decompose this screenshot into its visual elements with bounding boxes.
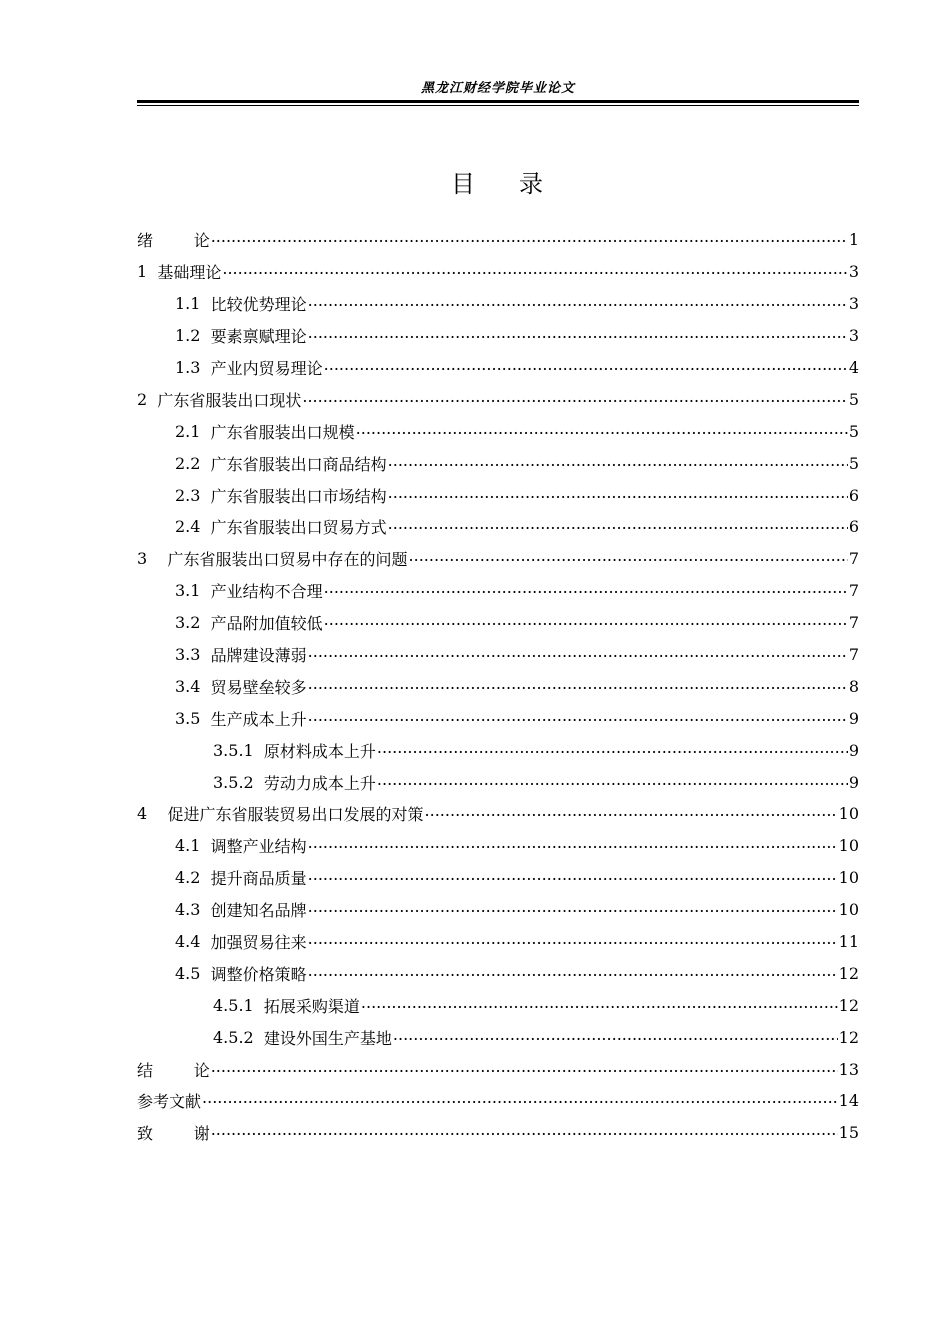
toc-entry-label: 基础理论 xyxy=(157,263,222,283)
toc-entry[interactable] xyxy=(137,766,859,798)
toc-entry-label: 参考文献 xyxy=(137,1092,202,1112)
toc-entry-page-number: 6 xyxy=(848,485,859,505)
toc-entry[interactable] xyxy=(137,320,859,352)
toc-dot-leader xyxy=(324,578,848,597)
toc-entry-page-number: 7 xyxy=(848,581,859,601)
toc-entry-label: 加强贸易往来 xyxy=(210,933,307,953)
toc-dot-leader xyxy=(308,929,838,948)
toc-entry-page-number: 15 xyxy=(838,1123,859,1143)
toc-entry-label: 广东省服装出口规模 xyxy=(210,422,355,442)
toc-dot-leader xyxy=(388,483,848,502)
toc-dot-leader xyxy=(222,259,847,278)
toc-entry[interactable] xyxy=(137,639,859,671)
toc-entry-page-number: 12 xyxy=(838,995,859,1015)
toc-entry-label: 提升商品质量 xyxy=(210,869,307,889)
toc-entry-number: 4.5.2 xyxy=(213,1027,264,1047)
toc-entry-page-number: 10 xyxy=(838,900,859,920)
toc-dot-leader xyxy=(308,674,848,693)
toc-entry-label: 广东省服装出口商品结构 xyxy=(210,454,387,474)
toc-entry-page-number: 7 xyxy=(848,645,859,665)
toc-entry-number: 2 xyxy=(137,389,158,409)
toc-entry[interactable] xyxy=(137,511,859,543)
page-title xyxy=(137,166,859,202)
toc-entry-label: 调整价格策略 xyxy=(210,964,307,984)
toc-entry[interactable] xyxy=(137,702,859,734)
toc-dot-leader xyxy=(308,706,848,725)
toc-entry-page-number: 12 xyxy=(838,963,859,983)
toc-entry-number: 3.1 xyxy=(175,581,211,601)
table-of-contents xyxy=(137,224,859,1149)
toc-dot-leader xyxy=(361,993,838,1012)
toc-entry-number: 1.1 xyxy=(175,294,211,314)
toc-entry[interactable] xyxy=(137,383,859,415)
toc-dot-leader xyxy=(308,642,848,661)
header-rule-thick xyxy=(137,100,859,103)
toc-entry-label: 要素禀赋理论 xyxy=(210,327,307,347)
toc-entry[interactable] xyxy=(137,894,859,926)
toc-entry-number: 3.2 xyxy=(175,613,211,633)
toc-entry[interactable] xyxy=(137,798,859,830)
toc-entry[interactable] xyxy=(137,1053,859,1085)
toc-entry-number: 4.4 xyxy=(175,932,211,952)
toc-entry[interactable] xyxy=(137,479,859,511)
toc-entry-number: 4.5 xyxy=(175,963,211,983)
header-rule-thin xyxy=(137,105,859,106)
toc-entry-label: 产品附加值较低 xyxy=(210,614,323,634)
toc-entry-page-number: 5 xyxy=(848,389,859,409)
toc-entry-number: 4 xyxy=(137,804,168,824)
toc-entry-number: 4.2 xyxy=(175,868,211,888)
toc-entry-number: 1 xyxy=(137,262,158,282)
toc-entry-label: 生产成本上升 xyxy=(210,709,307,729)
toc-entry-label: 拓展采购渠道 xyxy=(263,996,360,1016)
toc-entry[interactable] xyxy=(137,288,859,320)
toc-entry-label: 绪 论 xyxy=(137,231,210,251)
toc-entry-label: 致 谢 xyxy=(137,1124,210,1144)
toc-entry-page-number: 7 xyxy=(848,613,859,633)
toc-entry-number: 3.3 xyxy=(175,645,211,665)
toc-dot-leader xyxy=(308,291,848,310)
toc-dot-leader xyxy=(202,1088,838,1107)
toc-dot-leader xyxy=(308,865,838,884)
toc-dot-leader xyxy=(211,1057,838,1076)
toc-entry[interactable] xyxy=(137,862,859,894)
toc-entry[interactable] xyxy=(137,830,859,862)
toc-entry-number: 3.5.2 xyxy=(213,772,264,792)
toc-entry[interactable] xyxy=(137,352,859,384)
toc-dot-leader xyxy=(388,451,848,470)
toc-entry-page-number: 5 xyxy=(848,453,859,473)
toc-entry-label: 贸易壁垒较多 xyxy=(210,677,307,697)
toc-entry-label: 广东省服装出口市场结构 xyxy=(210,486,387,506)
toc-entry-page-number: 9 xyxy=(848,772,859,792)
toc-entry-page-number: 10 xyxy=(838,804,859,824)
toc-entry[interactable] xyxy=(137,1085,859,1117)
toc-entry-page-number: 13 xyxy=(838,1059,859,1079)
toc-dot-leader xyxy=(377,770,848,789)
toc-entry[interactable] xyxy=(137,734,859,766)
toc-entry-page-number: 8 xyxy=(848,676,859,696)
toc-entry-page-number: 12 xyxy=(838,1027,859,1047)
toc-entry[interactable] xyxy=(137,607,859,639)
toc-dot-leader xyxy=(388,514,848,533)
toc-entry-label: 产业内贸易理论 xyxy=(210,359,323,378)
toc-entry-page-number: 3 xyxy=(848,326,859,346)
toc-dot-leader xyxy=(211,1120,838,1139)
toc-entry-page-number: 1 xyxy=(848,230,859,250)
toc-entry-number: 3 xyxy=(137,549,168,569)
toc-dot-leader xyxy=(324,355,848,374)
toc-entry[interactable] xyxy=(137,415,859,447)
toc-entry-number: 4.3 xyxy=(175,900,211,920)
page-title-left: 目 xyxy=(451,170,477,198)
toc-entry-page-number: 6 xyxy=(848,517,859,537)
toc-entry-page-number: 9 xyxy=(848,708,859,728)
toc-entry[interactable] xyxy=(137,256,859,288)
toc-dot-leader xyxy=(425,801,838,820)
toc-entry-label: 产业结构不合理 xyxy=(210,582,323,602)
toc-entry-number: 3.4 xyxy=(175,676,211,696)
toc-entry-label: 广东省服装出口现状 xyxy=(157,390,302,410)
toc-entry-number: 1.2 xyxy=(175,326,211,346)
toc-dot-leader xyxy=(308,897,838,916)
toc-dot-leader xyxy=(324,610,848,629)
toc-entry[interactable] xyxy=(137,543,859,575)
toc-dot-leader xyxy=(409,546,848,565)
running-header: 黑龙江财经学院毕业论文 xyxy=(420,81,575,96)
toc-entry-number: 4.5.1 xyxy=(213,995,264,1015)
toc-entry-label: 结 论 xyxy=(137,1060,210,1080)
toc-entry[interactable] xyxy=(137,957,859,989)
toc-entry-page-number: 10 xyxy=(838,868,859,888)
toc-dot-leader xyxy=(393,1025,838,1044)
toc-entry-label: 调整产业结构 xyxy=(210,837,307,857)
toc-entry-label: 原材料成本上升 xyxy=(263,741,376,761)
toc-entry-page-number: 11 xyxy=(838,932,859,952)
toc-entry-label: 品牌建设薄弱 xyxy=(210,646,307,666)
toc-dot-leader xyxy=(211,227,848,246)
toc-entry[interactable] xyxy=(137,1117,859,1149)
toc-dot-leader xyxy=(308,323,848,342)
toc-entry-label: 劳动力成本上升 xyxy=(263,773,376,793)
toc-entry-number: 4.1 xyxy=(175,836,211,856)
toc-entry[interactable] xyxy=(137,447,859,479)
toc-dot-leader xyxy=(308,833,838,852)
toc-entry-page-number: 3 xyxy=(848,262,859,282)
toc-entry-page-number: 3 xyxy=(848,294,859,314)
toc-entry[interactable] xyxy=(137,224,859,256)
toc-entry-label: 建设外国生产基地 xyxy=(263,1028,392,1048)
toc-entry-number: 2.3 xyxy=(175,485,211,505)
toc-entry-label: 广东省服装出口贸易中存在的问题 xyxy=(167,550,408,570)
toc-dot-leader xyxy=(302,387,847,406)
toc-entry-number: 1.3 xyxy=(175,358,211,377)
toc-entry[interactable] xyxy=(137,926,859,958)
toc-entry-label: 比较优势理论 xyxy=(210,295,307,315)
toc-entry-number: 3.5 xyxy=(175,708,211,728)
toc-entry-number: 2.4 xyxy=(175,517,211,537)
toc-entry-label: 广东省服装出口贸易方式 xyxy=(210,518,387,538)
toc-entry[interactable] xyxy=(137,989,859,1021)
toc-entry-page-number: 10 xyxy=(838,836,859,856)
page-title-right: 录 xyxy=(519,170,545,198)
toc-entry-page-number: 4 xyxy=(848,358,859,377)
toc-entry-page-number: 5 xyxy=(848,421,859,441)
toc-dot-leader xyxy=(308,961,838,980)
toc-entry[interactable] xyxy=(137,670,859,702)
toc-entry[interactable] xyxy=(137,575,859,607)
toc-entry-number: 3.5.1 xyxy=(213,740,264,760)
toc-entry-number: 2.1 xyxy=(175,421,211,441)
toc-entry-label: 创建知名品牌 xyxy=(210,901,307,921)
toc-entry-number: 2.2 xyxy=(175,453,211,473)
toc-dot-leader xyxy=(356,419,848,438)
toc-dot-leader xyxy=(377,738,848,757)
toc-entry-label: 促进广东省服装贸易出口发展的对策 xyxy=(167,805,424,825)
toc-entry-page-number: 9 xyxy=(848,740,859,760)
toc-entry-page-number: 7 xyxy=(848,549,859,569)
toc-entry-page-number: 14 xyxy=(838,1091,859,1111)
toc-entry[interactable] xyxy=(137,1021,859,1053)
